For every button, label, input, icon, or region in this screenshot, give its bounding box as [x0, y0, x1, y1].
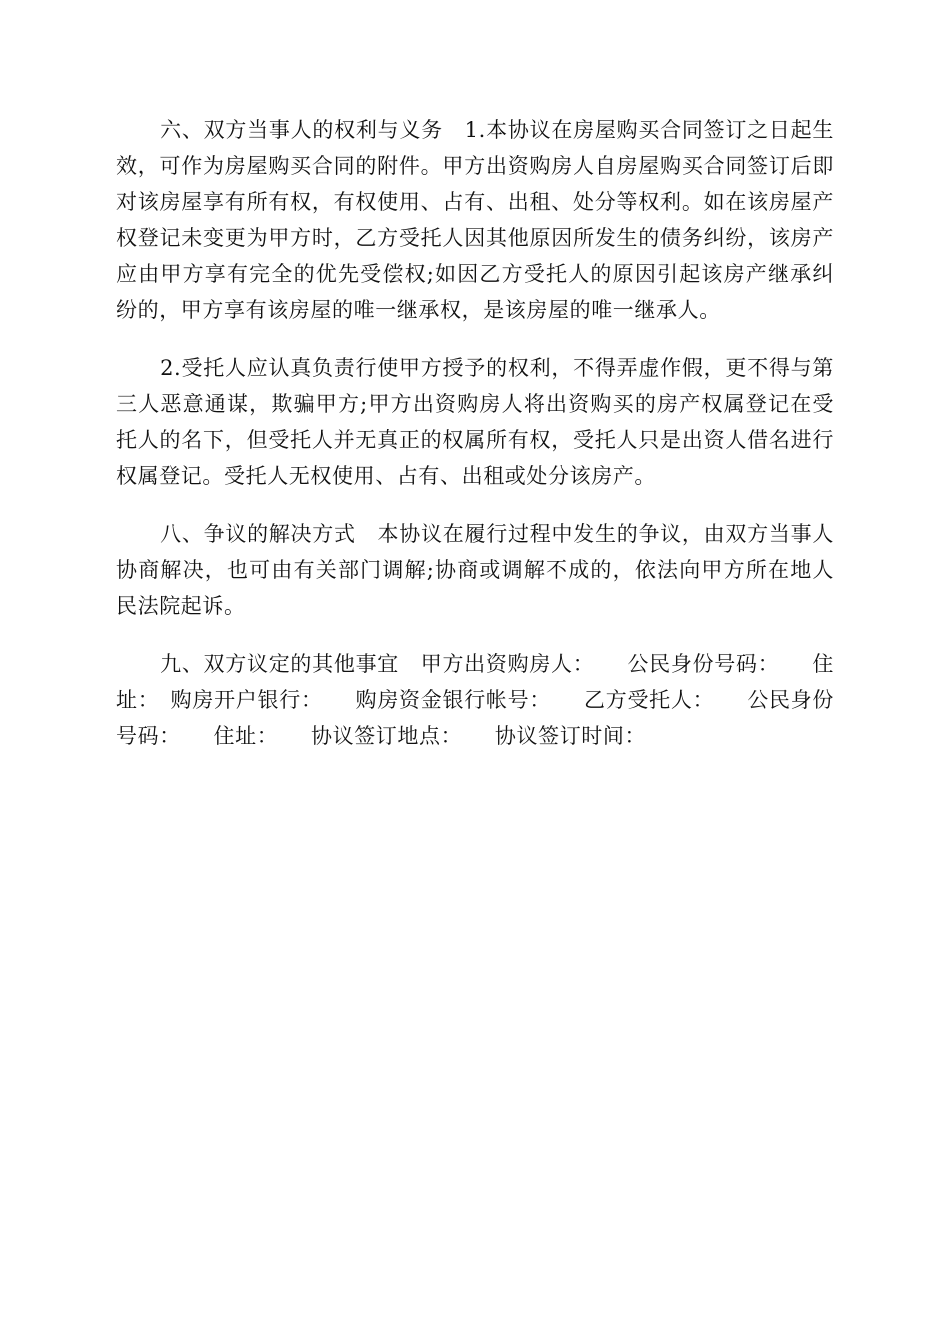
- paragraph-trustee-duties: 2.受托人应认真负责行使甲方授予的权利，不得弄虚作假，更不得与第三人恶意通谋，欺骗甲方;甲方出资购房人将出资购买的房产权属登记在受托人的名下，但受托人并无真正的权属所有权，受托人只是出资人借名进行权属登记。受托人无权使用、占有、出租或处分该房产。: [116, 356, 834, 488]
- paragraph-dispute-resolution: 八、争议的解决方式 本协议在履行过程中发生的争议，由双方当事人协商解决，也可由有关部门调解;协商或调解不成的，依法向甲方所在地人民法院起诉。: [116, 522, 834, 618]
- paragraph-rights-obligations: 六、双方当事人的权利与义务 1.本协议在房屋购买合同签订之日起生效，可作为房屋购买合同的附件。甲方出资购房人自房屋购买合同签订后即对该房屋享有所有权，有权使用、占有、出租、处分等权利。如在该房屋产权登记未变更为甲方时，乙方受托人因其他原因所发生的债务纠纷，该房产应由甲方享有完全的优先受偿权;如因乙方受托人的原因引起该房产继承纠纷的，甲方享有该房屋的唯一继承权，是该房屋的唯一继承人。: [116, 118, 834, 322]
- paragraph-other-matters: 九、双方议定的其他事宜 甲方出资购房人： 公民身份号码： 住址： 购房开户银行： 购房资金银行帐号： 乙方受托人： 公民身份号码： 住址： 协议签订地点： 协议签订时间：: [116, 652, 834, 748]
- document-body: [116, 112, 834, 776]
